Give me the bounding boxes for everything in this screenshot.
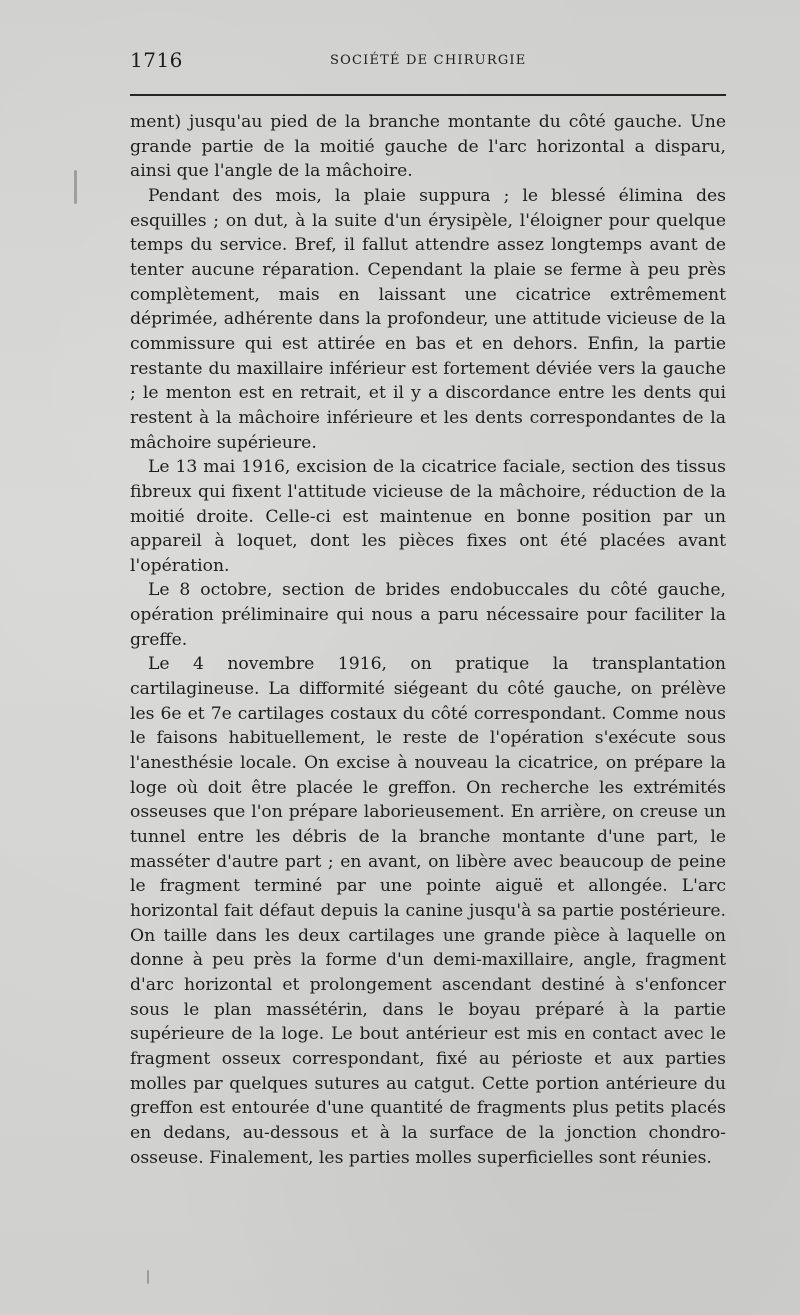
paragraph-continuation: ment) jusqu'au pied de la branche montante du côté gauche. Une grande partie de la moitié gauche de l'arc horizontal a disparu, ainsi que l'angle de la mâchoire. — [130, 112, 726, 182]
paragraph-may-1916: Le 13 mai 1916, excision de la cicatrice faciale, section des tissus fibreux qui fixent l'attitude vicieuse de la mâchoire, réduction de la moitié droite. Celle-ci est maintenue en bonne position par un appareil à loquet, dont les pièces fixes ont été placées avant l'opération. — [130, 457, 726, 576]
header-rule — [130, 94, 726, 96]
body-text — [130, 110, 726, 1170]
paragraph-october: Le 8 octobre, section de brides endobuccales du côté gauche, opération préliminaire qui nous a paru nécessaire pour faciliter la greffe. — [130, 580, 726, 650]
page-number: 1716 — [130, 48, 183, 72]
margin-mark — [74, 170, 77, 204]
paragraph-november-1916: Le 4 novembre 1916, on pratique la transplantation cartilagineuse. La difformité siégeant du côté gauche, on prélève les 6e et 7e cartilages costaux du côté correspondant. Comme nous le faisons habituellement, le reste de l'opération s'exécute sous l'anesthésie locale. On excise à nouveau la cicatrice, on prépare la loge où doit être placée le greffon. On recherche les extrémités osseuses que l'on prépare laborieusement. En arrière, on creuse un tunnel entre les débris de la branche montante d'une part, le masséter d'autre part ; en avant, on libère avec beaucoup de peine le fragment terminé par une pointe aiguë et allongée. L'arc horizontal fait défaut depuis la canine jusqu'à sa partie postérieure. On taille dans les deux cartilages une grande pièce à laquelle on donne à peu près la forme d'un demi-maxillaire, angle, fragment d'arc horizontal et prolongement ascendant destiné à s'enfoncer sous le plan massétérin, dans le boyau préparé à la partie supérieure de la loge. Le bout antérieur est mis en contact avec le fragment osseux correspondant, fixé au périoste et aux parties molles par quelques sutures au catgut. Cette portion antérieure du greffon est entourée d'une quantité de fragments plus petits placés en dedans, au-dessous et à la surface de la jonction chondro-osseuse. Finalement, les parties molles superficielles sont réunies. — [130, 654, 726, 1168]
page-header — [130, 48, 726, 74]
running-head: SOCIÉTÉ DE CHIRURGIE — [330, 53, 527, 68]
paragraph-wound-history: Pendant des mois, la plaie suppura ; le blessé élimina des esquilles ; on dut, à la suite d'un érysipèle, l'éloigner pour quelque temps du service. Bref, il fallut attendre assez longtemps avant de tenter aucune réparation. Cependant la plaie se ferme à peu près complètement, mais en laissant une cicatrice extrêmement déprimée, adhérente dans la profondeur, une attitude vicieuse de la commissure qui est attirée en bas et en dehors. Enfin, la partie restante du maxillaire inférieur est fortement déviée vers la gauche ; le menton est en retrait, et il y a discordance entre les dents qui restent à la mâchoire inférieure et les dents correspondantes de la mâchoire supérieure. — [130, 185, 726, 453]
margin-mark — [147, 1270, 149, 1284]
